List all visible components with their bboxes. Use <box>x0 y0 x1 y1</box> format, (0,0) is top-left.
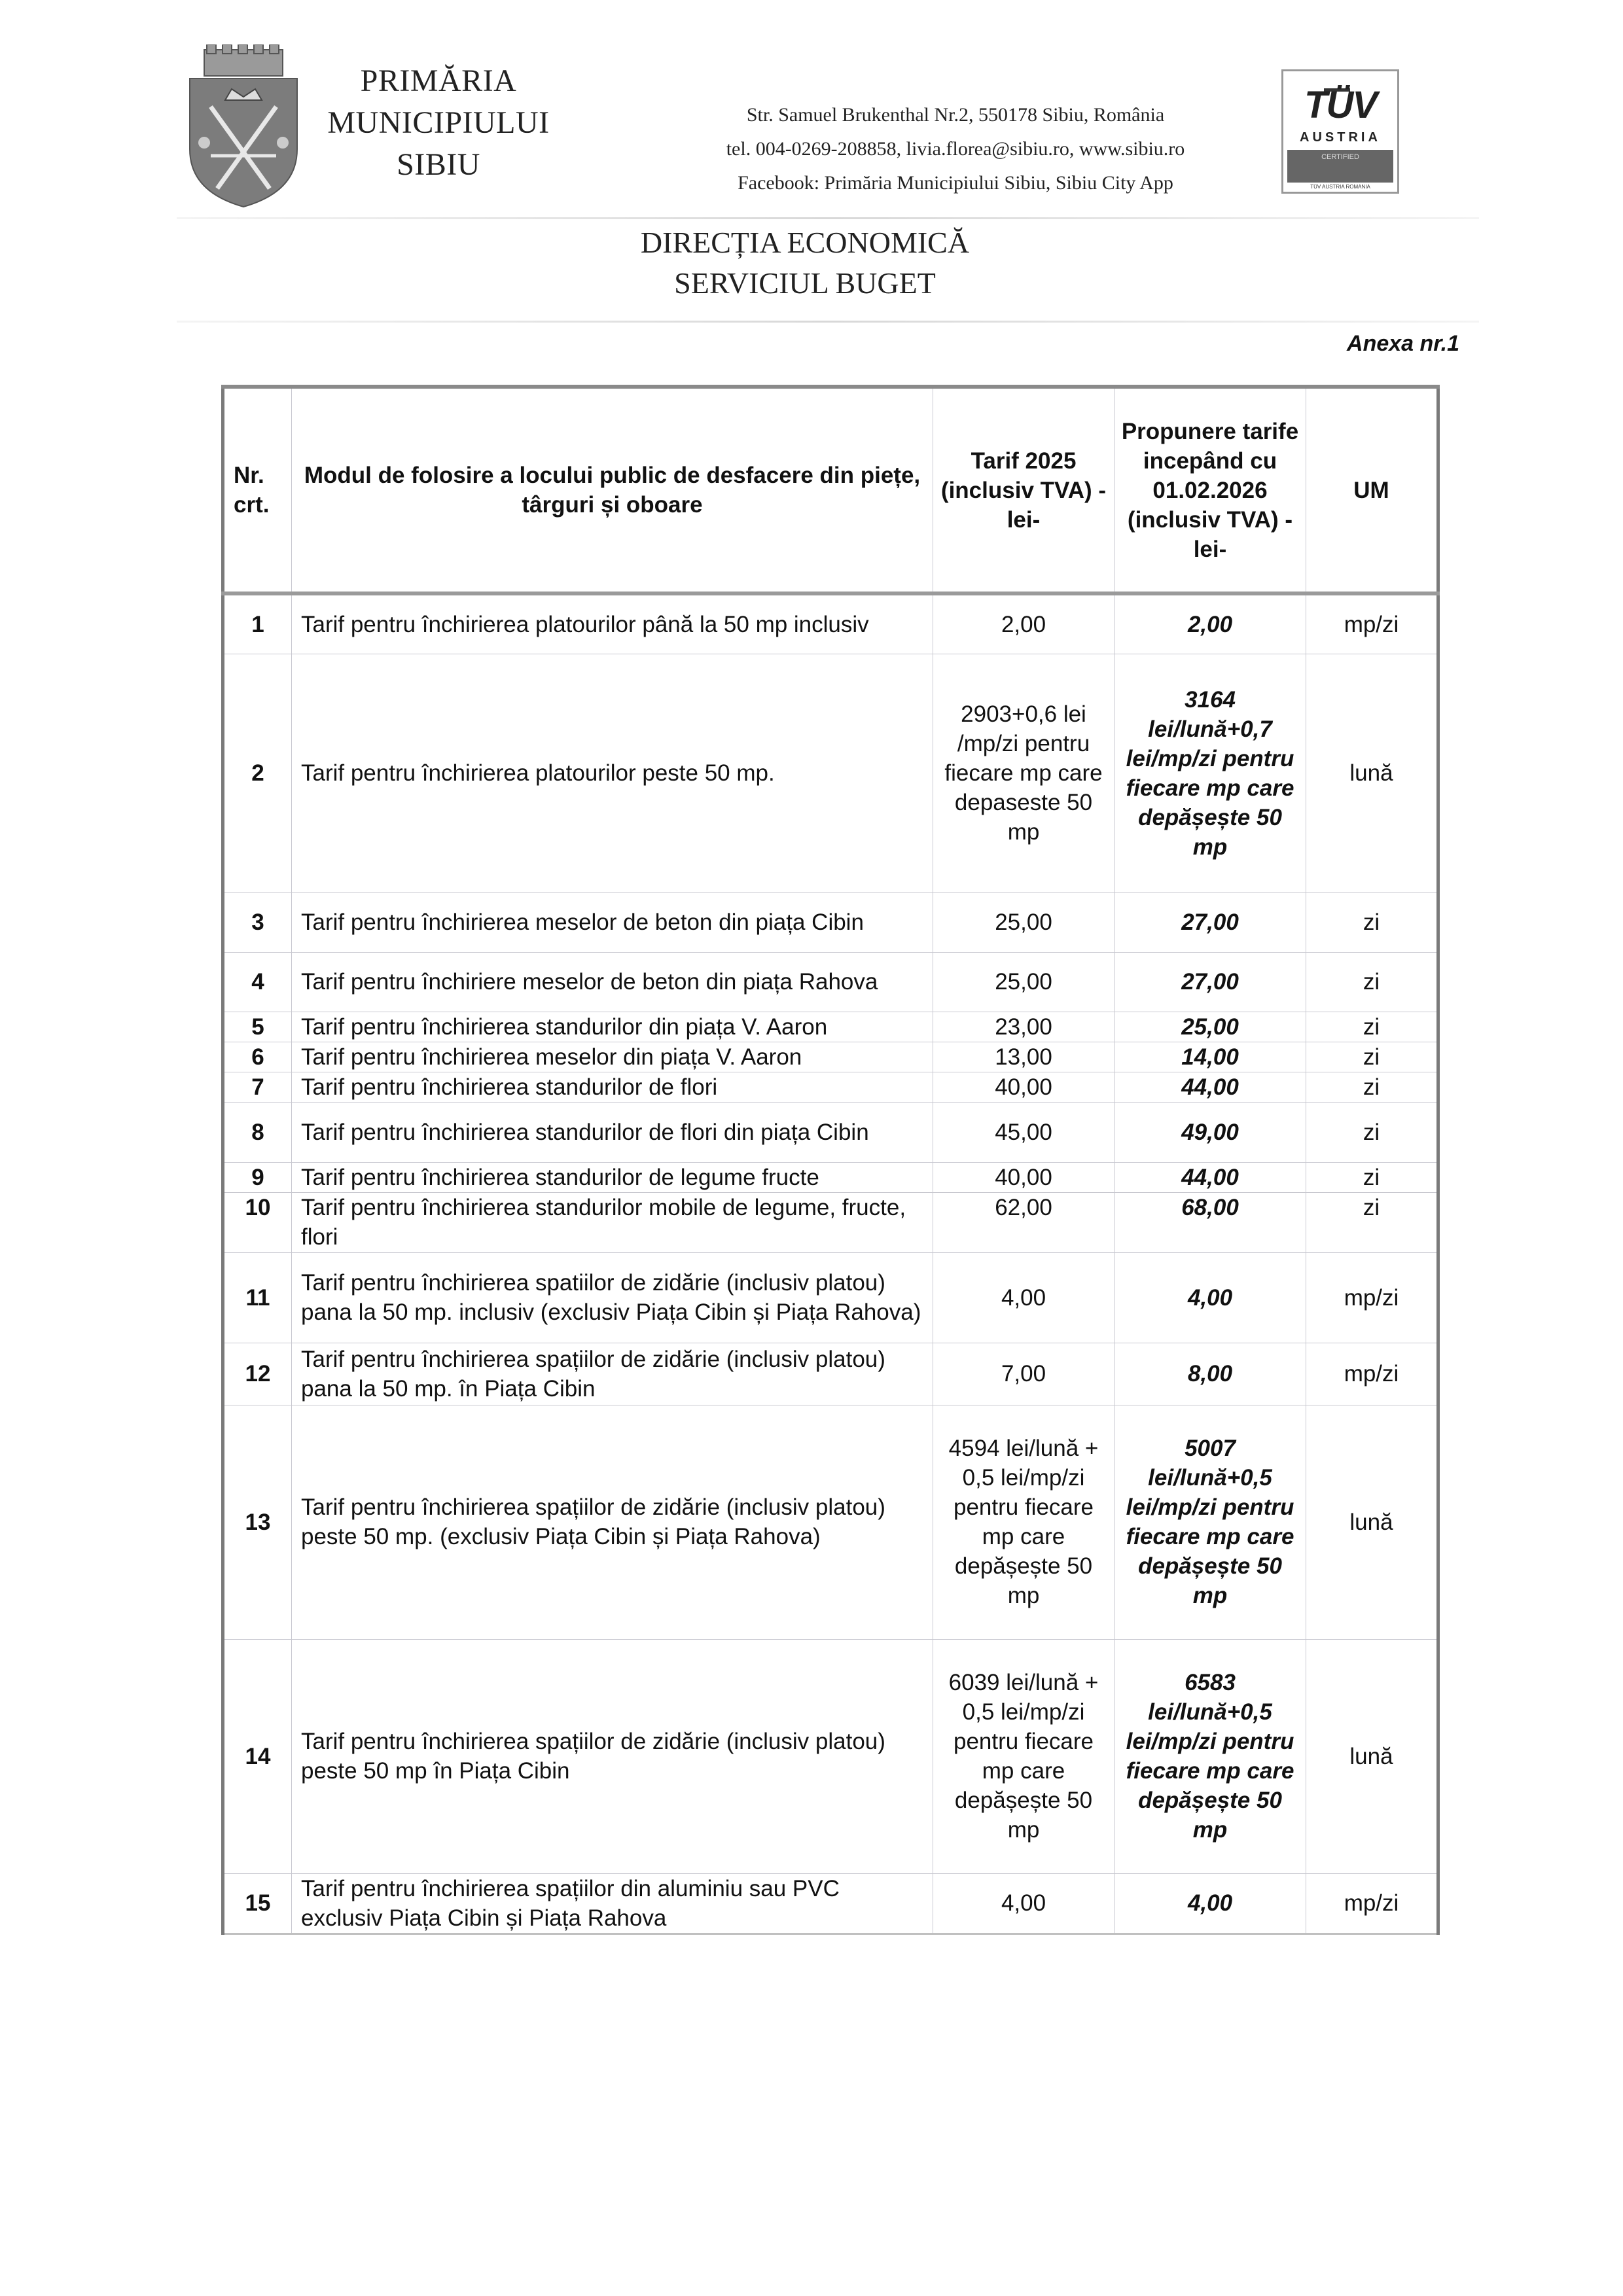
row-tarif-2025: 40,00 <box>933 1162 1115 1192</box>
table-row <box>223 593 1438 654</box>
row-tarif-2026: 4,00 <box>1115 1252 1306 1343</box>
row-description: Tarif pentru închirierea standurilor mobile de legume, fructe, flori <box>292 1192 933 1252</box>
row-nr: 8 <box>223 1102 292 1162</box>
row-tarif-2026: 8,00 <box>1115 1343 1306 1405</box>
coat-of-arms-icon <box>185 44 302 208</box>
row-nr: 12 <box>223 1343 292 1405</box>
row-tarif-2025: 4594 lei/lună + 0,5 lei/mp/zi pentru fiecare mp care depășește 50 mp <box>933 1405 1115 1639</box>
row-tarif-2026: 3164 lei/lună+0,7 lei/mp/zi pentru fiecare mp care depășește 50 mp <box>1115 654 1306 892</box>
row-nr: 13 <box>223 1405 292 1639</box>
table-row <box>223 1162 1438 1192</box>
row-tarif-2025: 23,00 <box>933 1012 1115 1042</box>
row-um: zi <box>1306 1162 1438 1192</box>
row-tarif-2026: 49,00 <box>1115 1102 1306 1162</box>
row-um: zi <box>1306 1102 1438 1162</box>
organization-name <box>321 60 556 186</box>
table-row <box>223 1042 1438 1072</box>
column-header-tarif-2026: Propunere tarife incepând cu 01.02.2026 (inclusiv TVA) -lei- <box>1115 387 1306 593</box>
row-tarif-2025: 2,00 <box>933 593 1115 654</box>
row-nr: 6 <box>223 1042 292 1072</box>
row-description: Tarif pentru închirierea spațiilor din aluminiu sau PVC exclusiv Piața Cibin și Piața Rahova <box>292 1873 933 1934</box>
row-nr: 5 <box>223 1012 292 1042</box>
row-nr: 9 <box>223 1162 292 1192</box>
table-row <box>223 1192 1438 1252</box>
org-line-3: SIBIU <box>397 147 480 182</box>
row-um: zi <box>1306 1192 1438 1252</box>
org-line-1: PRIMĂRIA <box>360 63 517 98</box>
row-tarif-2025: 25,00 <box>933 952 1115 1012</box>
row-nr: 7 <box>223 1072 292 1102</box>
row-um: zi <box>1306 1072 1438 1102</box>
department-line-1: DIRECȚIA ECONOMICĂ <box>640 226 970 259</box>
row-tarif-2025: 4,00 <box>933 1252 1115 1343</box>
table-header-row <box>223 387 1438 593</box>
row-description: Tarif pentru închirierea standurilor de flori <box>292 1072 933 1102</box>
row-tarif-2025: 2903+0,6 lei /mp/zi pentru fiecare mp care depaseste 50 mp <box>933 654 1115 892</box>
table-row <box>223 952 1438 1012</box>
row-um: mp/zi <box>1306 1252 1438 1343</box>
column-header-description: Modul de folosire a locului public de desfacere din piețe, târguri și oboare <box>292 387 933 593</box>
row-description: Tarif pentru închirierea spațiilor de zidărie (inclusiv platou) pana la 50 mp. în Piața Cibin <box>292 1343 933 1405</box>
row-nr: 10 <box>223 1192 292 1252</box>
address-line: Str. Samuel Brukenthal Nr.2, 550178 Sibiu, România <box>746 104 1165 126</box>
tuv-certification-badge <box>1281 69 1399 194</box>
row-tarif-2026: 5007 lei/lună+0,5 lei/mp/zi pentru fiecare mp care depășește 50 mp <box>1115 1405 1306 1639</box>
table-row <box>223 1012 1438 1042</box>
row-description: Tarif pentru închirierea spațiilor de zidărie (inclusiv platou) peste 50 mp. (exclusiv Piața Cibin și Piața Rahova) <box>292 1405 933 1639</box>
row-nr: 2 <box>223 654 292 892</box>
row-tarif-2025: 13,00 <box>933 1042 1115 1072</box>
row-tarif-2026: 27,00 <box>1115 952 1306 1012</box>
column-header-um: UM <box>1306 387 1438 593</box>
row-tarif-2026: 4,00 <box>1115 1873 1306 1934</box>
row-tarif-2025: 6039 lei/lună + 0,5 lei/mp/zi pentru fiecare mp care depășește 50 mp <box>933 1639 1115 1873</box>
row-nr: 15 <box>223 1873 292 1934</box>
department-heading <box>576 222 1034 304</box>
row-um: lună <box>1306 654 1438 892</box>
row-nr: 4 <box>223 952 292 1012</box>
row-um: zi <box>1306 1042 1438 1072</box>
tuv-country: AUSTRIA <box>1300 130 1381 145</box>
row-um: mp/zi <box>1306 1873 1438 1934</box>
annex-label: Anexa nr.1 <box>1347 331 1459 356</box>
row-description: Tarif pentru închirierea standurilor din piața V. Aaron <box>292 1012 933 1042</box>
row-description: Tarif pentru închirierea platourilor peste 50 mp. <box>292 654 933 892</box>
tuv-certified-label: CERTIFIED <box>1287 150 1393 183</box>
table-row <box>223 654 1438 892</box>
row-nr: 1 <box>223 593 292 654</box>
row-description: Tarif pentru închirierea platourilor până la 50 mp inclusiv <box>292 593 933 654</box>
row-description: Tarif pentru închirierea meselor de beton din piața Cibin <box>292 892 933 952</box>
row-tarif-2026: 14,00 <box>1115 1042 1306 1072</box>
social-line: Facebook: Primăria Municipiului Sibiu, Sibiu City App <box>738 172 1173 194</box>
department-divider <box>177 321 1479 323</box>
row-um: zi <box>1306 952 1438 1012</box>
row-description: Tarif pentru închiriere meselor de beton din piața Rahova <box>292 952 933 1012</box>
table-row <box>223 1873 1438 1934</box>
department-line-2: SERVICIUL BUGET <box>674 266 936 300</box>
contact-block <box>674 98 1237 200</box>
row-um: lună <box>1306 1405 1438 1639</box>
row-description: Tarif pentru închirierea spațiilor de zidărie (inclusiv platou) peste 50 mp în Piața Cibin <box>292 1639 933 1873</box>
row-um: mp/zi <box>1306 1343 1438 1405</box>
table-row <box>223 1072 1438 1102</box>
tuv-brand: TÜV <box>1304 84 1376 126</box>
row-um: mp/zi <box>1306 593 1438 654</box>
row-description: Tarif pentru închirierea spatiilor de zidărie (inclusiv platou) pana la 50 mp. inclusiv (exclusiv Piața Cibin și Piața Rahova) <box>292 1252 933 1343</box>
row-description: Tarif pentru închirierea meselor din piața V. Aaron <box>292 1042 933 1072</box>
table-row <box>223 1639 1438 1873</box>
row-nr: 14 <box>223 1639 292 1873</box>
row-tarif-2025: 45,00 <box>933 1102 1115 1162</box>
tariff-table <box>221 385 1440 1935</box>
row-tarif-2026: 44,00 <box>1115 1162 1306 1192</box>
row-tarif-2026: 25,00 <box>1115 1012 1306 1042</box>
phone-email-line: tel. 004-0269-208858, livia.florea@sibiu.ro, www.sibiu.ro <box>726 138 1185 160</box>
tuv-footer: TÜV AUSTRIA ROMANIA <box>1310 184 1370 190</box>
table-row <box>223 1343 1438 1405</box>
org-line-2: MUNICIPIULUI <box>327 105 550 140</box>
row-um: lună <box>1306 1639 1438 1873</box>
column-header-tarif-2025: Tarif 2025 (inclusiv TVA) -lei- <box>933 387 1115 593</box>
table-row <box>223 892 1438 952</box>
row-tarif-2025: 40,00 <box>933 1072 1115 1102</box>
row-description: Tarif pentru închirierea standurilor de legume fructe <box>292 1162 933 1192</box>
table-row <box>223 1405 1438 1639</box>
row-tarif-2025: 25,00 <box>933 892 1115 952</box>
row-nr: 3 <box>223 892 292 952</box>
row-tarif-2025: 62,00 <box>933 1192 1115 1252</box>
row-tarif-2026: 27,00 <box>1115 892 1306 952</box>
row-tarif-2026: 44,00 <box>1115 1072 1306 1102</box>
row-um: zi <box>1306 1012 1438 1042</box>
row-tarif-2026: 2,00 <box>1115 593 1306 654</box>
column-header-nr: Nr. crt. <box>223 387 292 593</box>
row-nr: 11 <box>223 1252 292 1343</box>
row-tarif-2026: 6583 lei/lună+0,5 lei/mp/zi pentru fiecare mp care depășește 50 mp <box>1115 1639 1306 1873</box>
row-tarif-2025: 4,00 <box>933 1873 1115 1934</box>
header-divider <box>177 217 1479 219</box>
row-um: zi <box>1306 892 1438 952</box>
table-row <box>223 1102 1438 1162</box>
row-tarif-2025: 7,00 <box>933 1343 1115 1405</box>
row-tarif-2026: 68,00 <box>1115 1192 1306 1252</box>
row-description: Tarif pentru închirierea standurilor de flori din piața Cibin <box>292 1102 933 1162</box>
table-row <box>223 1252 1438 1343</box>
